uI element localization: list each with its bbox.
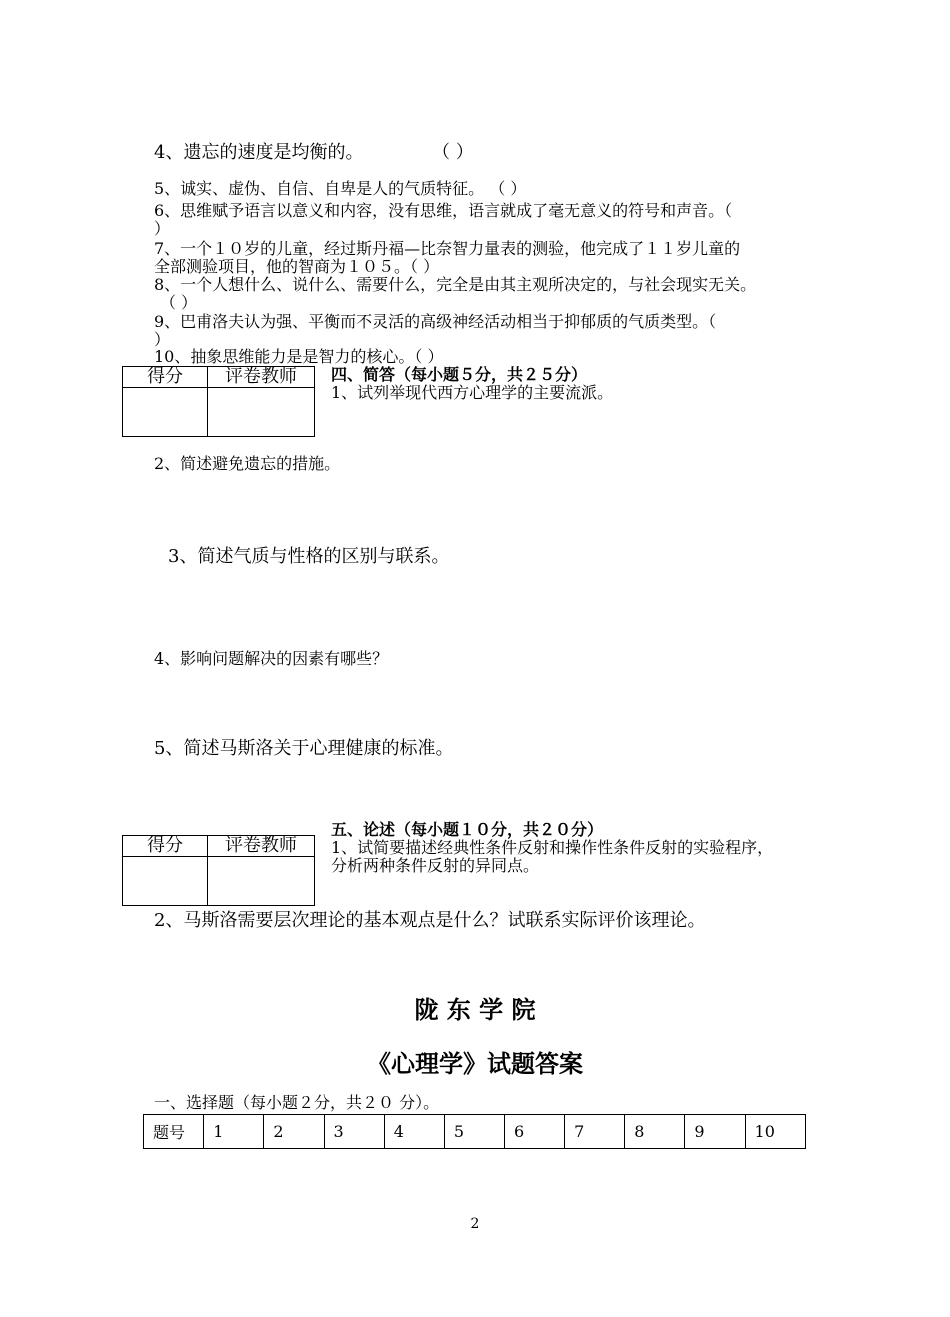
question-5: 5、诚实、虚伪、自信、自卑是人的气质特征。 （ ） xyxy=(154,179,527,198)
table-header-cell: 3 xyxy=(324,1115,384,1149)
question-7-line1: 7、一个１０岁的儿童，经过斯丹福—比奈智力量表的测验，他完成了１１岁儿童的 xyxy=(154,239,741,258)
question-6-line2: ） xyxy=(154,219,171,238)
answer-section-1-heading: 一、选择题（每小题２分，共２０ 分）。 xyxy=(154,1093,440,1112)
score-box xyxy=(122,366,315,437)
short-answer-q3: 3、简述气质与性格的区别与联系。 xyxy=(168,546,450,567)
short-answer-q4: 4、影响问题解决的因素有哪些？ xyxy=(154,649,389,668)
table-header-cell: 4 xyxy=(384,1115,444,1149)
table-header-cell: 7 xyxy=(565,1115,625,1149)
question-7-line2: 全部测验项目，他的智商为１０５。（ ） xyxy=(154,257,440,276)
page-number: 2 xyxy=(470,1216,480,1232)
answer-key-title: 《心理学》试题答案 xyxy=(367,1049,583,1078)
score-label: 得分 xyxy=(123,367,208,388)
question-6-line1: 6、思维赋予语言以意义和内容，没有思维，语言就成了毫无意义的符号和声音。（ xyxy=(154,201,733,220)
question-10: 10、抽象思维能力是是智力的核心。（ ） xyxy=(154,347,444,366)
table-header-cell: 6 xyxy=(504,1115,564,1149)
question-9-line1: 9、巴甫洛夫认为强、平衡而不灵活的高级神经活动相当于抑郁质的气质类型。（ xyxy=(154,312,717,331)
table-header-cell: 5 xyxy=(444,1115,504,1149)
score-box xyxy=(122,835,315,906)
short-answer-q1: 1、试列举现代西方心理学的主要流派。 xyxy=(331,383,614,402)
section-heading-short-answer: 四、简答（每小题５分，共２５分） xyxy=(331,365,588,384)
table-header-cell: 8 xyxy=(625,1115,685,1149)
table-header-cell: 9 xyxy=(685,1115,745,1149)
short-answer-q2: 2、简述避免遗忘的措施。 xyxy=(154,454,341,473)
answer-paren: （ ） xyxy=(432,142,474,163)
grader-cell[interactable] xyxy=(208,857,315,906)
score-cell[interactable] xyxy=(123,388,208,437)
table-header-cell: 2 xyxy=(264,1115,324,1149)
essay-q2: 2、马斯洛需要层次理论的基本观点是什么？试联系实际评价该理论。 xyxy=(154,910,706,931)
answer-table-row xyxy=(144,1115,806,1149)
table-header-cell: 10 xyxy=(745,1115,805,1149)
section-heading-essay: 五、论述（每小题１０分，共２０分） xyxy=(331,820,604,839)
table-header-cell: 1 xyxy=(204,1115,264,1149)
essay-q1-line1: 1、试简要描述经典性条件反射和操作性条件反射的实验程序， xyxy=(331,838,774,857)
school-name: 陇 东 学 院 xyxy=(414,995,536,1024)
question-8-line1: 8、一个人想什么、说什么、需要什么，完全是由其主观所决定的，与社会现实无关。 xyxy=(154,275,757,294)
answer-table xyxy=(143,1114,806,1149)
question-9-line2: ） xyxy=(154,330,171,349)
short-answer-q5: 5、简述马斯洛关于心理健康的标准。 xyxy=(154,738,454,759)
question-8-line2: （ ） xyxy=(160,293,198,312)
score-cell[interactable] xyxy=(123,857,208,906)
grader-label: 评卷教师 xyxy=(208,836,315,857)
essay-q1-line2: 分析两种条件反射的异同点。 xyxy=(331,856,540,875)
table-header-cell: 题号 xyxy=(144,1115,204,1149)
grader-cell[interactable] xyxy=(208,388,315,437)
grader-label: 评卷教师 xyxy=(208,367,315,388)
question-4: 4、遗忘的速度是均衡的。 xyxy=(154,142,364,163)
score-label: 得分 xyxy=(123,836,208,857)
